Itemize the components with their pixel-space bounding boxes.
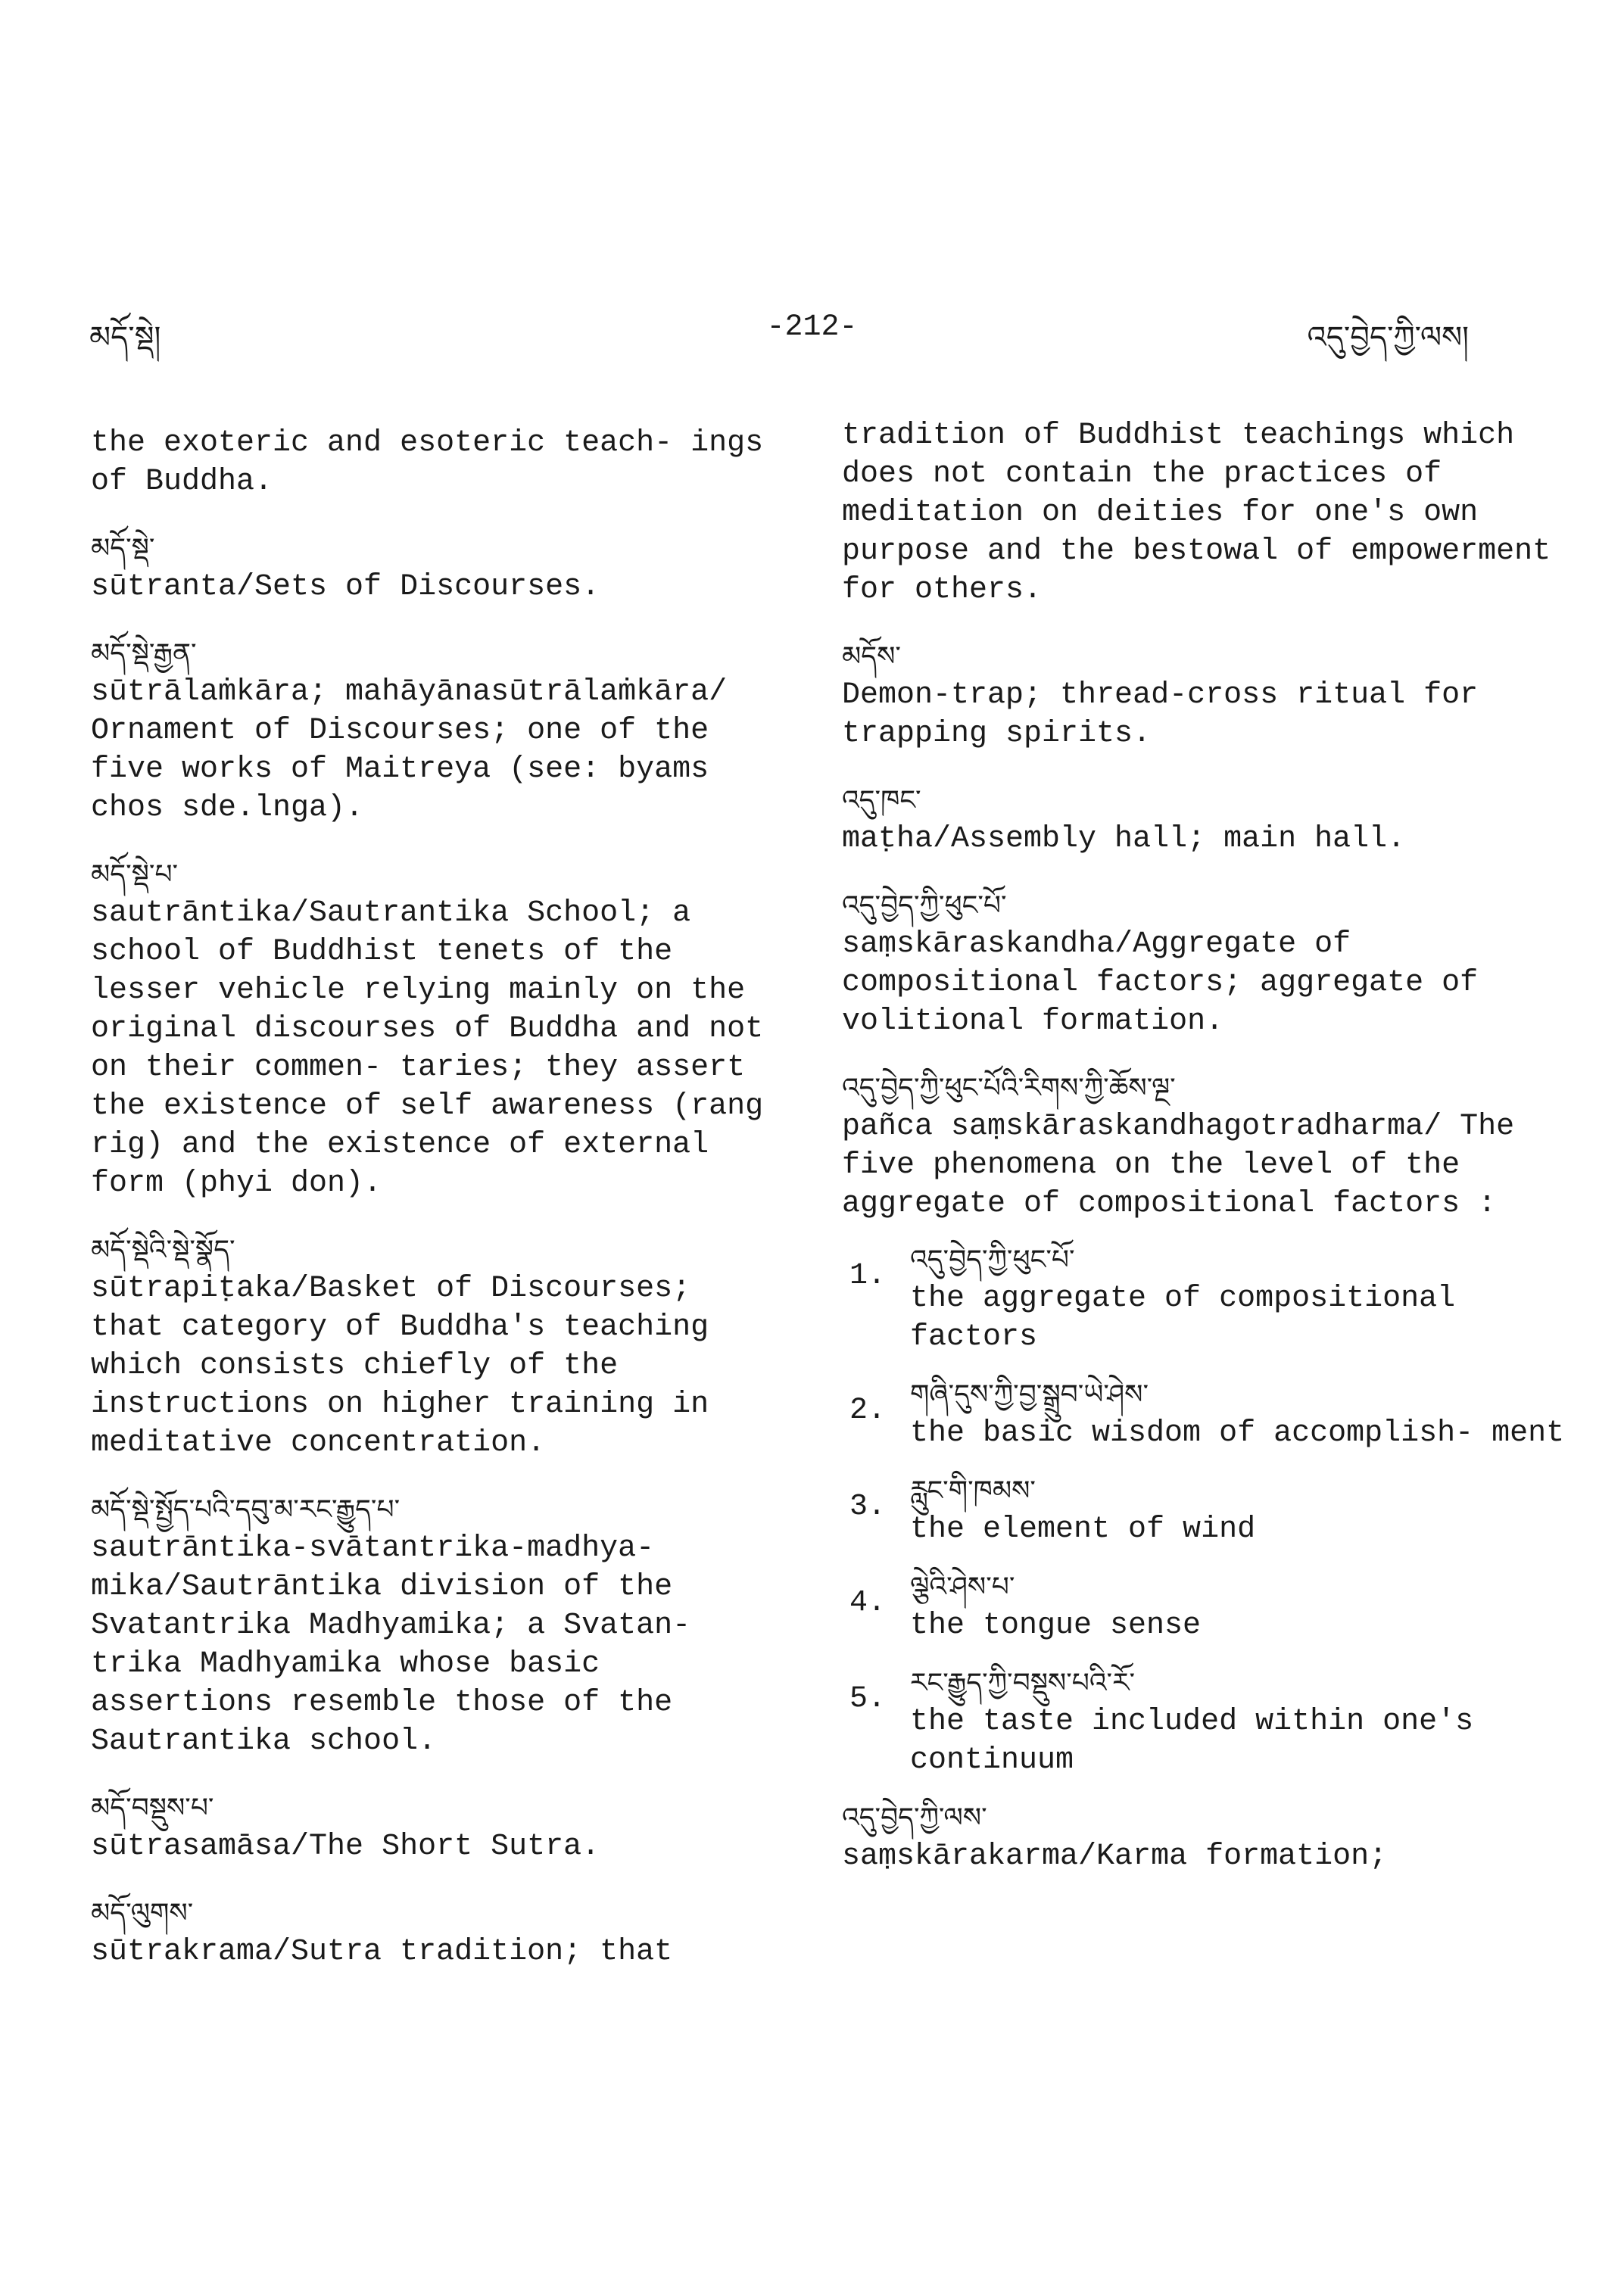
tibetan-headword: འདུ་བྱེད་ཀྱི་ཕུང་པོའི་རིགས་ཀྱི་ཆོས་ལྔ་ bbox=[842, 1073, 1176, 1104]
continuation-text bbox=[91, 424, 772, 501]
list-number: 3. bbox=[849, 1490, 887, 1524]
entry-text: sautrāntika/Sautrantika School; a school of Buddhist tenets of the lesser vehicle relying mainly on the original discourses of Buddha and not on their commen- taries; they assert the existence of self awareness (rang rig) and the existence of external form (phyi don). bbox=[91, 896, 764, 1201]
list-text: the taste included within one's continuum bbox=[910, 1705, 1474, 1777]
entry-text: Demon-trap; thread-cross ritual for trapping spirits. bbox=[842, 678, 1479, 751]
dictionary-entry bbox=[91, 635, 772, 827]
tibetan-headword: འདུ་བྱེད་ཀྱི་ལས་ bbox=[842, 1802, 987, 1833]
tibetan-headword: མདོ་སྡེ་རྒྱན་ bbox=[91, 638, 197, 669]
dictionary-entry bbox=[91, 1790, 772, 1866]
list-number: 1. bbox=[849, 1259, 887, 1293]
page-number: -212- bbox=[766, 310, 858, 344]
list-number: 4. bbox=[849, 1586, 887, 1620]
tibetan-term: རླུང་གི་ཁམས་ bbox=[910, 1475, 1036, 1506]
tibetan-headword: མདོ་བསྡུས་པ་ bbox=[91, 1793, 214, 1824]
numbered-list bbox=[842, 1235, 1569, 1780]
entry-text: sūtrapiṭaka/Basket of Discourses; that category of Buddha's teaching which consists chiefly of the instructions on higher training in meditative concentration. bbox=[91, 1272, 709, 1460]
tibetan-headword: མདོ་ལུགས་ bbox=[91, 1898, 194, 1929]
list-text: the tongue sense bbox=[910, 1609, 1202, 1643]
list-item bbox=[842, 1562, 1569, 1645]
dictionary-entry bbox=[91, 1491, 772, 1761]
entry-text: saṃskāraskandha/Aggregate of compositional factors; aggregate of volitional formation. bbox=[842, 927, 1479, 1039]
entry-text: saṃskārakarma/Karma formation; bbox=[842, 1840, 1388, 1874]
dictionary-entry bbox=[91, 1895, 772, 1971]
left-column bbox=[91, 424, 772, 2000]
tibetan-term: འདུ་བྱེད་ཀྱི་ཕུང་པོ་ bbox=[910, 1245, 1075, 1276]
entry-text: maṭha/Assembly hall; main hall. bbox=[842, 822, 1406, 856]
dictionary-entry bbox=[842, 1070, 1569, 1223]
continuation-text bbox=[842, 416, 1569, 609]
list-number: 2. bbox=[849, 1394, 887, 1428]
entry-text: sūtranta/Sets of Discourses. bbox=[91, 570, 600, 604]
entry-text: sautrāntika-svātantrika-madhya- mika/Sautrāntika division of the Svatantrika Madhyamika; a Svatan- trika Madhyamika whose basic assertions resemble those of the Sautrantika school. bbox=[91, 1531, 691, 1759]
tibetan-headword: འདུ་བྱེད་ཀྱི་ཕུང་པོ་ bbox=[842, 890, 1007, 921]
entry-text: tradition of Buddhist teachings which does not contain the practices of meditation on deities for one's own purpose and the bestowal of empowerment for others. bbox=[842, 419, 1551, 607]
tibetan-headword: མདོ་སྡེ་པ་ bbox=[91, 859, 179, 890]
header-right-tibetan: འདུ་བྱེད་ཀྱི་ལས། bbox=[1307, 323, 1469, 357]
tibetan-headword: མདོ་སྡེ་ bbox=[91, 533, 155, 564]
list-item bbox=[842, 1659, 1569, 1780]
list-text: the element of wind bbox=[910, 1513, 1256, 1547]
dictionary-entry bbox=[842, 638, 1569, 753]
list-text: the aggregate of compositional factors bbox=[910, 1282, 1456, 1354]
tibetan-headword: འདུ་ཁང་ bbox=[842, 785, 921, 816]
tibetan-headword: མདོ་སྡེའི་སྡེ་སྣོད་ bbox=[91, 1235, 235, 1266]
entry-text: sūtrakrama/Sutra tradition; that bbox=[91, 1935, 673, 1969]
list-item bbox=[842, 1466, 1569, 1549]
tibetan-term: རང་རྒྱུད་ཀྱི་བསྡུས་པའི་རོ་ bbox=[910, 1668, 1136, 1699]
entry-text: the exoteric and esoteric teach- ings of Buddha. bbox=[91, 426, 764, 499]
tibetan-term: ལྕེའི་ཤེས་པ་ bbox=[910, 1572, 1015, 1603]
list-text: the basic wisdom of accomplish- ment bbox=[910, 1416, 1565, 1450]
entry-text: sūtrālaṁkāra; mahāyānasūtrālaṁkāra/ Ornament of Discourses; one of the five works of Maitreya (see: byams chos sde.lnga). bbox=[91, 675, 728, 825]
tibetan-term: གཞི་དུས་ཀྱི་བྱ་སྒྲུབ་ཡེ་ཤེས་ bbox=[910, 1379, 1149, 1410]
dictionary-entry bbox=[91, 856, 772, 1203]
entry-text: sūtrasamāsa/The Short Sutra. bbox=[91, 1830, 600, 1864]
dictionary-entry bbox=[842, 887, 1569, 1041]
tibetan-headword: མདོས་ bbox=[842, 641, 901, 672]
header-left-tibetan: མདོ་སྡེ། bbox=[89, 323, 161, 357]
right-column bbox=[842, 416, 1569, 1905]
dictionary-entry bbox=[91, 530, 772, 606]
dictionary-entry bbox=[842, 782, 1569, 858]
list-number: 5. bbox=[849, 1682, 887, 1716]
tibetan-headword: མདོ་སྡེ་སྤྱོད་པའི་དབུ་མ་རང་རྒྱུད་པ་ bbox=[91, 1494, 401, 1525]
list-item bbox=[842, 1370, 1569, 1453]
entry-text: pañca saṃskāraskandhagotradharma/ The five phenomena on the level of the aggregate of compositional factors : bbox=[842, 1110, 1515, 1221]
dictionary-entry bbox=[842, 1799, 1569, 1876]
dictionary-entry bbox=[91, 1232, 772, 1463]
list-item bbox=[842, 1235, 1569, 1357]
